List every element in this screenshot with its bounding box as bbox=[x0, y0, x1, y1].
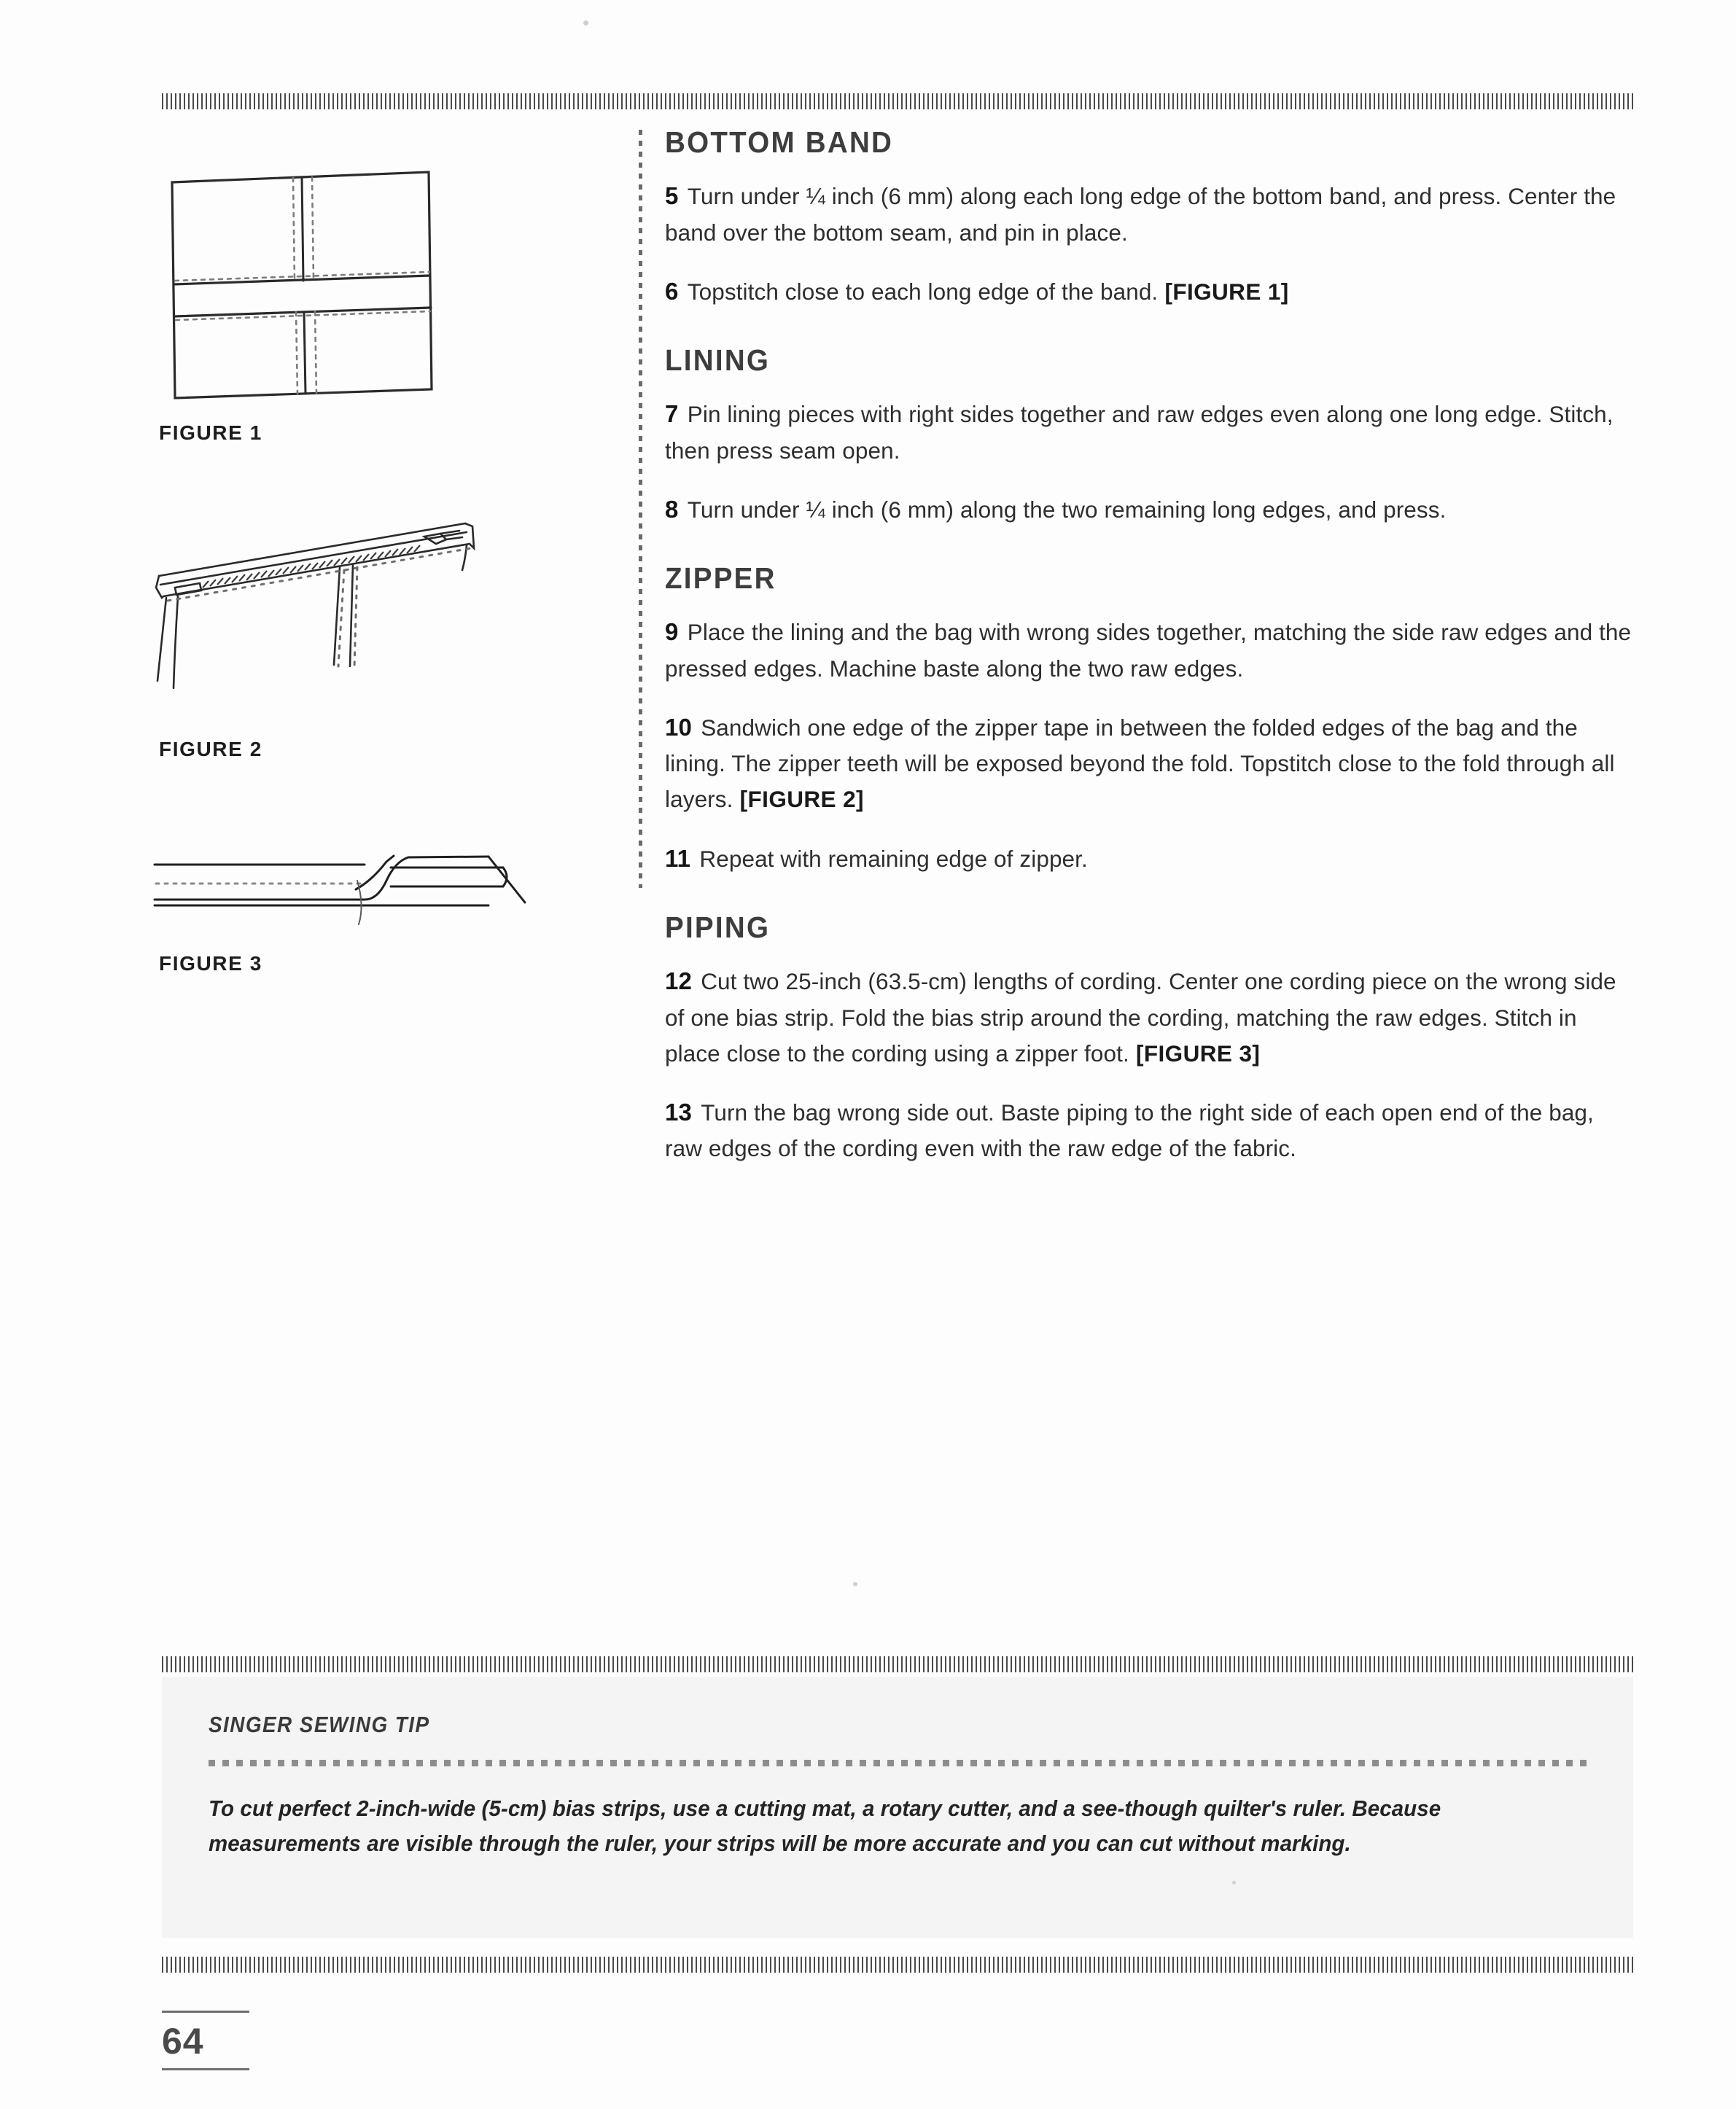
step-8 bbox=[665, 491, 1636, 528]
step-5-number: 5 bbox=[665, 182, 685, 210]
sewing-tip-divider bbox=[209, 1760, 1587, 1766]
step-10-text: Sandwich one edge of the zipper tape in between the folded edges of the bag and the lining. The zipper teeth will be exposed beyond the fold. Topstitch close to the fold through all layers. bbox=[665, 714, 1615, 813]
scan-speck bbox=[1232, 1881, 1236, 1884]
bottom-stitch-rule-divider bbox=[162, 1957, 1633, 1973]
section-heading-zipper: ZIPPER bbox=[665, 561, 776, 596]
figure-1-caption: FIGURE 1 bbox=[159, 421, 262, 444]
step-13-text: Turn the bag wrong side out. Baste piping to the right side of each open end of the bag, raw edges of the cording even with the raw edge of the fabric. bbox=[665, 1099, 1594, 1162]
step-6-number: 6 bbox=[665, 277, 685, 305]
step-13-number: 13 bbox=[665, 1098, 699, 1126]
step-12-number: 12 bbox=[665, 967, 699, 995]
scan-speck bbox=[853, 1582, 857, 1586]
step-12-figure-reference: [FIGURE 3] bbox=[1129, 1040, 1261, 1067]
page-number: 64 bbox=[162, 2021, 204, 2062]
step-6-text: Topstitch close to each long edge of the band. bbox=[687, 278, 1159, 305]
step-11-text: Repeat with remaining edge of zipper. bbox=[699, 845, 1088, 872]
zipper-insertion-diagram-icon bbox=[146, 507, 489, 719]
step-12-text: Cut two 25-inch (63.5-cm) lengths of cording. Center one cording piece on the wrong side of one bias strip. Fold the bias strip around the cording, matching the raw edges. Stitch in place close to the cording using a zipper foot. bbox=[665, 968, 1616, 1067]
step-10-number: 10 bbox=[665, 713, 699, 741]
step-8-text: Turn under ¼ inch (6 mm) along the two remaining long edges, and press. bbox=[687, 496, 1447, 523]
section-heading-lining: LINING bbox=[665, 343, 771, 378]
step-6-figure-reference: [FIGURE 1] bbox=[1158, 278, 1289, 305]
page-number-rule-top bbox=[162, 2011, 249, 2013]
step-7-text: Pin lining pieces with right sides together and raw edges even along one long edge. Stitch, then press seam open. bbox=[665, 401, 1614, 464]
sewing-tip-body: To cut perfect 2-inch-wide (5-cm) bias strips, use a cutting mat, a rotary cutter, and a see-though quilter's ruler. Because measurements are visible through the ruler, your strips will be more accurate and you can cut without marking. bbox=[209, 1796, 1441, 1857]
page-number-block bbox=[162, 2011, 315, 2070]
step-9-number: 9 bbox=[665, 618, 685, 646]
section-heading-bottom-band: BOTTOM BAND bbox=[665, 125, 894, 159]
figure-3-caption: FIGURE 3 bbox=[159, 952, 262, 975]
step-10-figure-reference: [FIGURE 2] bbox=[733, 786, 864, 813]
figure-2-block bbox=[146, 507, 612, 761]
step-7-number: 7 bbox=[665, 400, 685, 428]
column-divider bbox=[639, 130, 642, 888]
step-9-text: Place the lining and the bag with wrong sides together, matching the side raw edges and the pressed edges. Machine baste along the two raw edges. bbox=[665, 619, 1632, 682]
middle-stitch-rule-divider bbox=[162, 1656, 1633, 1672]
step-5-text: Turn under ¼ inch (6 mm) along each long edge of the bottom band, and press. Center the band over the bottom seam, and pin in place. bbox=[665, 183, 1616, 246]
figure-1-block bbox=[146, 130, 612, 445]
instruction-text-column bbox=[665, 127, 1636, 1188]
step-11 bbox=[665, 840, 1636, 877]
step-11-number: 11 bbox=[665, 844, 698, 872]
piping-cording-diagram-icon bbox=[146, 833, 540, 927]
figure-2-caption: FIGURE 2 bbox=[159, 738, 262, 760]
figure-3-block bbox=[146, 833, 612, 975]
singer-sewing-tip-box bbox=[162, 1677, 1633, 1938]
step-12 bbox=[665, 962, 1636, 1072]
step-13 bbox=[665, 1094, 1636, 1167]
step-9 bbox=[665, 613, 1636, 687]
figure-column bbox=[146, 130, 612, 975]
page-number-rule-bottom bbox=[162, 2068, 249, 2070]
step-6 bbox=[665, 273, 1636, 310]
top-stitch-rule-divider bbox=[162, 93, 1633, 109]
bottom-band-diagram-icon bbox=[146, 130, 452, 421]
sewing-tip-title: SINGER SEWING TIP bbox=[209, 1712, 430, 1737]
step-10 bbox=[665, 709, 1636, 818]
step-8-number: 8 bbox=[665, 495, 685, 523]
section-heading-piping: PIPING bbox=[665, 911, 771, 945]
scan-speck bbox=[583, 20, 588, 26]
step-5 bbox=[665, 177, 1636, 251]
step-7 bbox=[665, 395, 1636, 469]
